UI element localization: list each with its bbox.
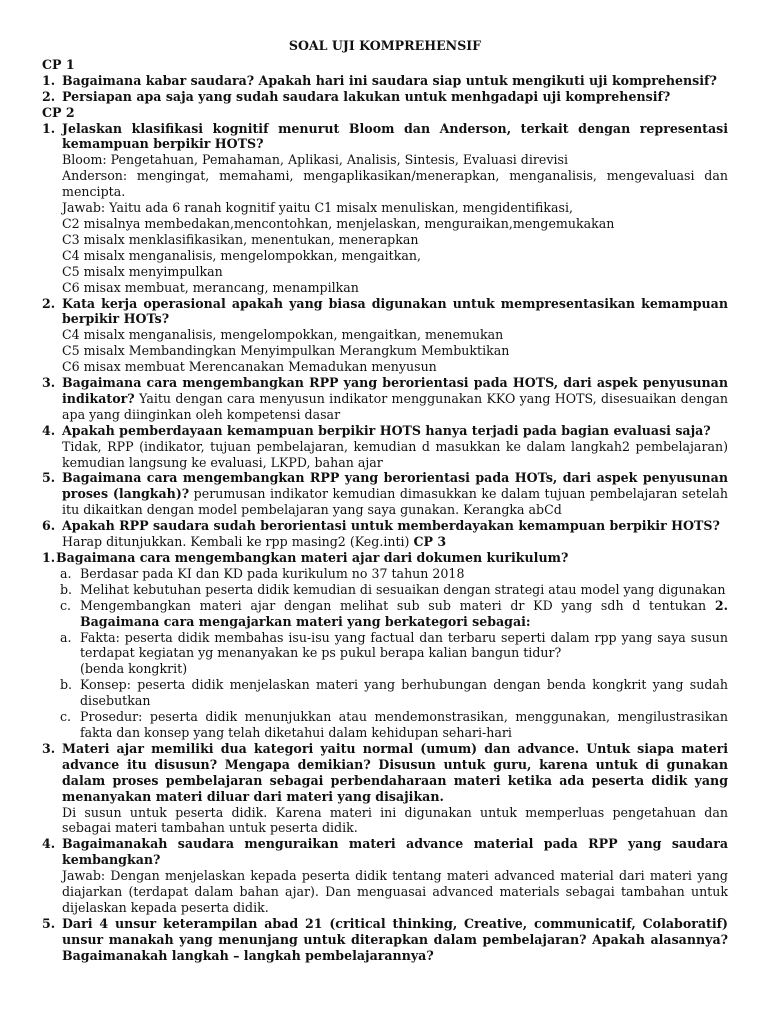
question-number: 5. [42,915,56,931]
question-text: Bagaimana kabar saudara? Apakah hari ini saudara siap untuk mengikuti uji komprehensif? [62,72,717,88]
cp3-q2-item-b [42,677,728,709]
question-text: Bagaimana cara mengembangkan materi ajar dari dokumen kurikulum? [56,550,569,565]
question-text: Bagaimana cara mengajarkan materi yang berkategori sebagai: [80,613,531,629]
question-number: 5. [42,470,56,486]
question-number: 1. [42,550,56,565]
cp3-question-3 [42,741,728,836]
answer-text: Tidak, RPP (indikator, tujuan pembelajaran, kemudian d masukkan ke dalam langkah2 pembelajaran) kemudian langsung ke evaluasi, LKPD, bahan ajar [62,438,728,470]
cp3-q1-item-b [42,582,728,598]
question-number: 2. [714,597,728,613]
question-text: Bagaimanakah saudara menguraikan materi advance material pada RPP yang saudara kembangkan? [62,836,728,868]
question-number: 3. [42,375,56,391]
question-number: 4. [42,836,56,852]
cp2-question-2 [42,296,728,376]
question-number: 1. [42,120,56,136]
item-text: Prosedur: peserta didik menunjukkan atau mendemonstrasikan, menggunakan, mengilustrasikan fakta dan konsep yang telah diketahui dalam kehidupan sehari-hari [80,709,728,740]
cp2-heading: CP 2 [42,104,75,120]
answer-line: Anderson: mengingat, memahami, mengaplikasikan/menerapkan, menganalisis, mengevaluasi dan mencipta. [62,168,728,200]
item-letter: b. [60,581,73,597]
question-number: 6. [42,518,56,534]
cp3-heading: CP 3 [413,534,447,550]
cp2-question-5 [42,470,728,518]
question-text: Persiapan apa saja yang sudah saudara lakukan untuk menhgadapi uji komprehensif? [62,88,671,104]
cp1-heading: CP 1 [42,56,75,72]
answer-text: Yaitu dengan cara menyusun indikator menggunakan KKO yang HOTS, disesuaikan dengan apa yang diinginkan oleh kompetensi dasar [62,390,728,422]
cp1-question-2 [42,89,728,105]
cp3-question-4 [42,836,728,916]
question-text: Dari 4 unsur keterampilan abad 21 (critical thinking, Creative, communicatif, Colaboratif) unsur manakah yang menunjang untuk diterapkan dalam pembelajaran? Apakah alasannya? Bagaimanakah langkah – langkah pembelajarannya? [62,915,728,963]
question-number: 2. [42,88,56,104]
answer-line: C2 misalnya membedakan,mencontohkan, menjelaskan, menguraikan,mengemukakan [62,215,615,231]
answer-line: C4 misalx menganalisis, mengelompokkan, mengaitkan, [62,247,421,263]
answer-line: Bloom: Pengetahuan, Pemahaman, Aplikasi, Analisis, Sintesis, Evaluasi direvisi [62,152,569,168]
cp2-question-6 [42,518,728,550]
item-letter: c. [60,597,72,613]
cp1-question-1 [42,73,728,89]
cp2-question-1 [42,121,728,296]
document-title: SOAL UJI KOMPREHENSIF [288,38,482,53]
answer-text: perumusan indikator kemudian dimasukkan ke dalam tujuan pembelajaran setelah itu dikaitkan dengan model pembelajaran yang saya gunakan. Kerangka abCd [62,486,728,518]
question-text: Apakah pemberdayaan kemampuan berpikir HOTS hanya terjadi pada bagian evaluasi saja? [62,422,711,438]
item-extra: (benda kongkrit) [80,661,188,677]
question-text: Materi ajar memiliki dua kategori yaitu normal (umum) dan advance. Untuk siapa materi advance itu disusun? Mengapa demikian? Disusun untuk guru, karena untuk di gunakan dalam proses pembelajaran sebagai perbendaharaan materi ketika ada peserta didik yang menanyakan materi diluar dari materi yang disajikan. [62,740,728,804]
item-text: Melihat kebutuhan peserta didik kemudian di sesuaikan dengan strategi atau model yang digunakan [80,581,726,597]
item-letter: a. [60,629,72,645]
question-number: 1. [42,72,56,88]
question-text: Bagaimana cara mengembangkan RPP yang berorientasi pada HOTS, dari aspek penyusunan indikator? [62,375,728,406]
cp3-question-5 [42,916,728,964]
cp2-question-4 [42,423,728,471]
item-letter: a. [60,565,72,581]
question-text: Jelaskan klasifikasi kognitif menurut Bloom dan Anderson, terkait dengan representasi kemampuan berpikir HOTS? [62,120,728,152]
question-number: 4. [42,422,56,438]
item-letter: b. [60,677,73,693]
item-text: Fakta: peserta didik membahas isu-isu yang factual dan terbaru seperti dalam rpp yang saya susun terdapat kegiatan yg menanyakan ke ps pukul berapa kalian bangun tidur? [80,629,728,661]
answer-line: C5 misalx Membandingkan Menyimpulkan Merangkum Membuktikan [62,343,510,359]
item-text: Berdasar pada KI dan KD pada kurikulum no 37 tahun 2018 [80,565,465,581]
answer-line: Jawab: Yaitu ada 6 ranah kognitif yaitu C1 misalx menuliskan, mengidentifikasi, [62,200,574,216]
answer-line: C5 misalx menyimpulkan [62,263,223,279]
item-text: Mengembangkan materi ajar dengan melihat sub sub materi dr KD yang sdh d tentukan [80,597,715,613]
cp3-q2-item-c [42,709,728,741]
item-text: Konsep: peserta didik menjelaskan materi yang berhubungan dengan benda kongkrit yang sudah disebutkan [80,677,728,709]
question-text: Apakah RPP saudara sudah berorientasi untuk memberdayakan kemampuan berpikir HOTS? [62,518,720,534]
cp2-question-3 [42,375,728,423]
question-number: 2. [42,295,56,311]
question-text: Kata kerja operasional apakah yang biasa digunakan untuk mempresentasikan kemampuan berpikir HOTs? [62,295,728,327]
answer-line: C4 misalx menganalisis, mengelompokkan, mengaitkan, menemukan [62,327,504,343]
question-number: 3. [42,740,56,756]
cp3-q1-item-a [42,566,728,582]
cp3-q1-item-c [42,598,728,630]
answer-line: C6 misax membuat Merencanakan Memadukan menyusun [62,359,437,375]
answer-text: Jawab: Dengan menjelaskan kepada peserta didik tentang materi advanced material dari materi yang diajarkan (terdapat dalam bahan ajar). Dan menguasai advanced materials sebagai tambahan untuk dijelaskan kepada peserta didik. [62,868,728,915]
answer-text: Harap ditunjukkan. Kembali ke rpp masing2 (Keg.inti) [62,534,414,550]
answer-text: Di susun untuk peserta didik. Karena materi ini digunakan untuk memperluas pengetahuan dan sebagai materi tambahan untuk peserta didik. [62,804,728,836]
answer-line: C3 misalx menklasifikasikan, menentukan, menerapkan [62,231,419,247]
item-letter: c. [60,709,72,725]
answer-line: C6 misax membuat, merancang, menampilkan [62,279,359,295]
question-text: Bagaimana cara mengembangkan RPP yang berorientasi pada HOTs, dari aspek penyusunan proses (langkah)? [62,470,728,502]
cp3-q2-item-a [42,630,728,678]
cp3-question-1 [42,550,728,566]
